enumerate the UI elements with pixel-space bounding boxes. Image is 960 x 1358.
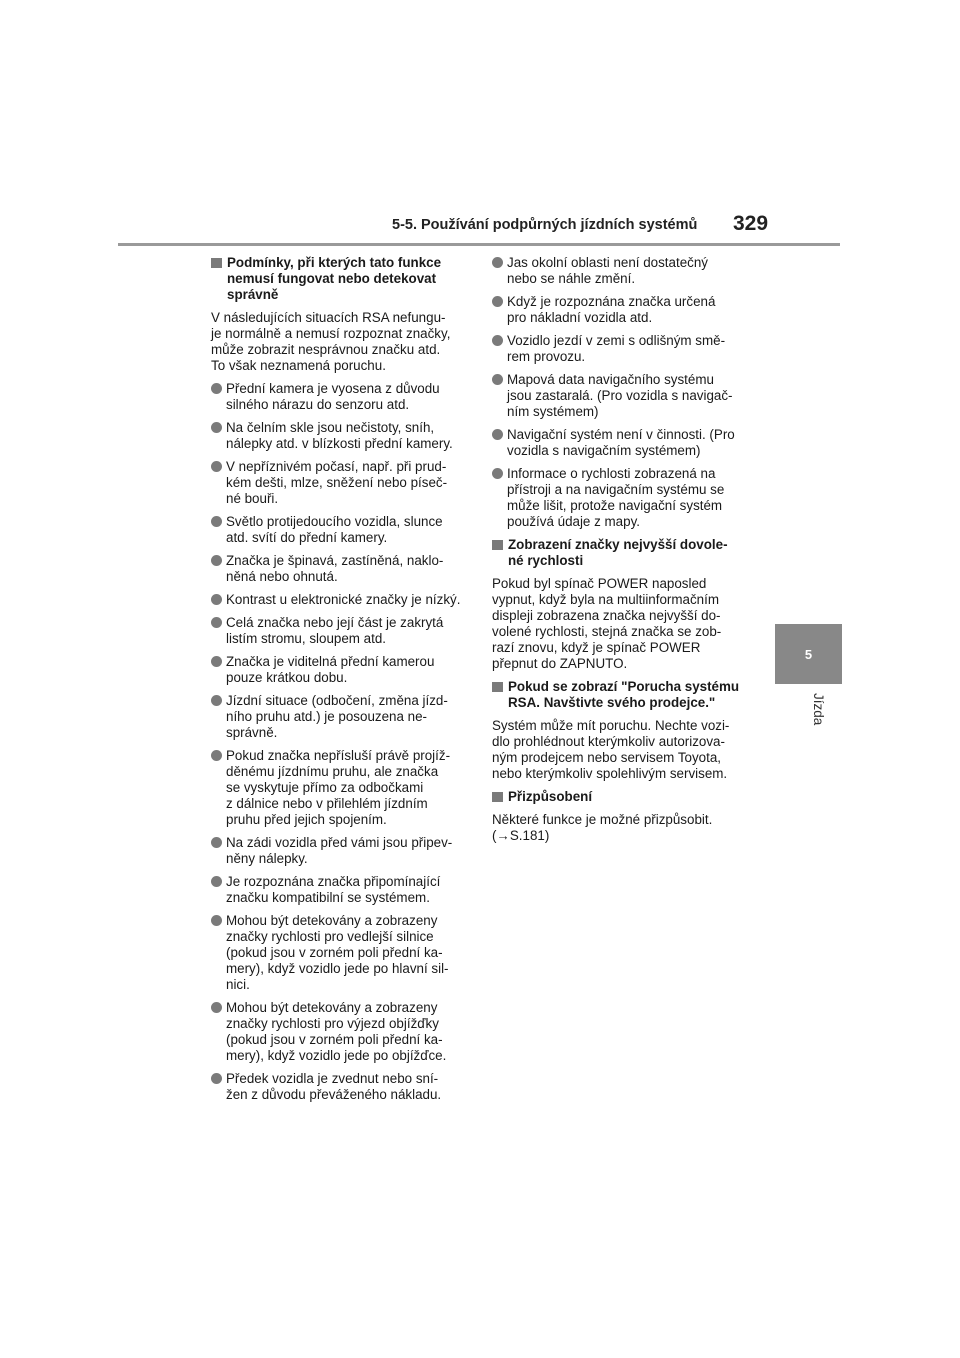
page-reference-link[interactable]: (→S.181) <box>492 828 550 843</box>
right-column <box>492 255 754 851</box>
round-bullet-icon <box>492 296 503 307</box>
list-item-text: Značka je viditelná přední kamerou <box>226 654 435 669</box>
square-bullet-icon <box>492 682 503 692</box>
list-item <box>211 592 473 608</box>
section-heading-speed-display: Zobrazení značky nejvyšší dovole- né rychlosti <box>492 537 754 569</box>
list-item-text: Mapová data navigačního systému <box>507 372 714 387</box>
list-item-text: Značka je špinavá, zastíněná, naklo- <box>226 553 444 568</box>
list-item-text: používá údaje z mapy. <box>507 514 640 529</box>
list-item-text: pruhu před jejich spojením. <box>226 812 387 827</box>
list-item-text: Na čelním skle jsou nečistoty, sníh, <box>226 420 435 435</box>
round-bullet-icon <box>211 695 222 706</box>
list-item <box>211 1071 473 1103</box>
list-item-text: Jízdní situace (odbočení, změna jízd- <box>226 693 448 708</box>
left-column <box>211 255 473 1110</box>
list-item <box>492 427 754 459</box>
list-item-text: Předek vozidla je zvednut nebo sní- <box>226 1071 439 1086</box>
list-item-text: atd. svítí do přední kamery. <box>226 530 388 545</box>
list-item-text: ním systémem) <box>507 404 599 419</box>
list-item <box>211 913 473 993</box>
header-rule <box>118 243 840 246</box>
round-bullet-icon <box>211 915 222 926</box>
square-bullet-icon <box>492 540 503 550</box>
list-item-text: Pokud značka nepřísluší právě projíž- <box>226 748 451 763</box>
list-item-text: Přední kamera je vyosena z důvodu <box>226 381 440 396</box>
list-item-text: Na zádi vozidla před vámi jsou připev- <box>226 835 453 850</box>
list-item <box>211 874 473 906</box>
round-bullet-icon <box>211 656 222 667</box>
list-item-text: něny nálepky. <box>226 851 308 866</box>
list-item-text: kém dešti, mlze, sněžení nebo píseč- <box>226 475 448 490</box>
list-item-text: nebo se náhle změní. <box>507 271 636 286</box>
round-bullet-icon <box>492 429 503 440</box>
list-item-text: V nepříznivém počasí, např. při prud- <box>226 459 447 474</box>
square-bullet-icon <box>211 258 222 268</box>
list-item-text: rem provozu. <box>507 349 586 364</box>
chapter-tab-label: Jízda <box>811 693 826 726</box>
chapter-tab-number: 5 <box>804 646 813 662</box>
list-item <box>492 372 754 420</box>
list-item-text: Mohou být detekovány a zobrazeny <box>226 913 438 928</box>
list-item-text: Když je rozpoznána značka určená <box>507 294 716 309</box>
list-item <box>211 381 473 413</box>
speed-display-paragraph: Pokud byl spínač POWER naposled vypnut, když byla na multiinformačním displeji zobrazena značka nejvyšší do- volené rychlosti, stejná značka se zob- razí znovu, když je spínač POWER přepnut do ZAPNUTO. <box>492 576 722 671</box>
list-item-text: mery), když vozidlo jede po hlavní sil- <box>226 961 449 976</box>
list-item-text: (pokud jsou v zorném poli přední ka- <box>226 1032 443 1047</box>
list-item-text: jsou zastaralá. (Pro vozidla s navigač- <box>507 388 733 403</box>
round-bullet-icon <box>211 876 222 887</box>
square-bullet-icon <box>492 792 503 802</box>
list-item-text: né bouři. <box>226 491 279 506</box>
chapter-tab <box>775 624 842 684</box>
list-item <box>211 693 473 741</box>
intro-paragraph: V následujících situacích RSA nefungu- je normálně a nemusí rozpoznat značky, může zobrazit nesprávnou značku atd. To však neznamená poruchu. <box>211 310 451 373</box>
list-item <box>211 654 473 686</box>
list-item-text: Kontrast u elektronické značky je nízký. <box>226 592 461 607</box>
round-bullet-icon <box>211 461 222 472</box>
list-item <box>492 333 754 365</box>
round-bullet-icon <box>211 617 222 628</box>
list-item-text: žen z důvodu převáženého nákladu. <box>226 1087 442 1102</box>
list-item-text: správně. <box>226 725 278 740</box>
round-bullet-icon <box>492 374 503 385</box>
list-item-text: pro nákladní vozidla atd. <box>507 310 653 325</box>
list-item <box>211 514 473 546</box>
list-item-text: nálepky atd. v blízkosti přední kamery. <box>226 436 453 451</box>
list-item <box>211 420 473 452</box>
list-item <box>492 255 754 287</box>
round-bullet-icon <box>211 383 222 394</box>
list-item-text: Jas okolní oblasti není dostatečný <box>507 255 708 270</box>
list-item-text: může lišit, protože navigační systém <box>507 498 723 513</box>
list-item <box>211 835 473 867</box>
left-bullet-list <box>211 381 473 1103</box>
list-item <box>211 553 473 585</box>
list-item-text: listím stromu, sloupem atd. <box>226 631 386 646</box>
round-bullet-icon <box>211 422 222 433</box>
list-item-text: z dálnice nebo v přilehlém jízdním <box>226 796 428 811</box>
round-bullet-icon <box>211 1073 222 1084</box>
list-item <box>492 294 754 326</box>
list-item-text: nici. <box>226 977 250 992</box>
malfunction-paragraph: Systém může mít poruchu. Nechte vozi- dlo prohlédnout kterýmkoliv autorizova- ným prodejcem nebo servisem Toyota, nebo kterýmkoliv spolehlivým servisem. <box>492 718 730 781</box>
list-item-text: něná nebo ohnutá. <box>226 569 338 584</box>
list-item <box>492 466 754 530</box>
list-item-text: Mohou být detekovány a zobrazeny <box>226 1000 438 1015</box>
round-bullet-icon <box>211 516 222 527</box>
section-heading-malfunction: Pokud se zobrazí "Porucha systému RSA. Navštivte svého prodejce." <box>492 679 754 711</box>
list-item-text: (pokud jsou v zorném poli přední ka- <box>226 945 443 960</box>
round-bullet-icon <box>211 594 222 605</box>
round-bullet-icon <box>211 555 222 566</box>
list-item-text: Je rozpoznána značka připomínající <box>226 874 441 889</box>
round-bullet-icon <box>211 837 222 848</box>
list-item-text: mery), když vozidlo jede po objížďce. <box>226 1048 447 1063</box>
list-item-text: se vyskytuje přímo za odbočkami <box>226 780 424 795</box>
list-item-text: vozidla s navigačním systémem) <box>507 443 701 458</box>
list-item-text: přístroji a na navigačním systému se <box>507 482 725 497</box>
list-item-text: Navigační systém není v činnosti. (Pro <box>507 427 735 442</box>
customization-paragraph: Některé funkce je možné přizpůsobit. (→S.181) <box>492 812 754 844</box>
list-item-text: ního pruhu atd.) je posouzena ne- <box>226 709 428 724</box>
list-item-text: Celá značka nebo její část je zakrytá <box>226 615 444 630</box>
round-bullet-icon <box>492 468 503 479</box>
round-bullet-icon <box>211 750 222 761</box>
page-number: 329 <box>733 212 769 235</box>
list-item-text: pouze krátkou dobu. <box>226 670 348 685</box>
list-item-text: Vozidlo jezdí v zemi s odlišným smě- <box>507 333 726 348</box>
list-item-text: značku kompatibilní se systémem. <box>226 890 430 905</box>
list-item <box>211 459 473 507</box>
round-bullet-icon <box>492 335 503 346</box>
list-item-text: Informace o rychlosti zobrazená na <box>507 466 716 481</box>
list-item-text: silného nárazu do senzoru atd. <box>226 397 410 412</box>
round-bullet-icon <box>211 1002 222 1013</box>
list-item-text: značky rychlosti pro vedlejší silnice <box>226 929 434 944</box>
section-heading-customization: Přizpůsobení <box>492 789 754 805</box>
list-item <box>211 748 473 828</box>
list-item <box>211 615 473 647</box>
list-item-text: Světlo protijedoucího vozidla, slunce <box>226 514 443 529</box>
chapter-header: 5-5. Používání podpůrných jízdních systémů <box>392 217 698 233</box>
round-bullet-icon <box>492 257 503 268</box>
list-item-text: děnému jízdnímu pruhu, ale značka <box>226 764 439 779</box>
list-item-text: značky rychlosti pro výjezd objížďky <box>226 1016 439 1031</box>
list-item <box>211 1000 473 1064</box>
right-bullet-list <box>492 255 754 530</box>
section-heading: Podmínky, při kterých tato funkce nemusí fungovat nebo detekovat správně <box>211 255 473 303</box>
